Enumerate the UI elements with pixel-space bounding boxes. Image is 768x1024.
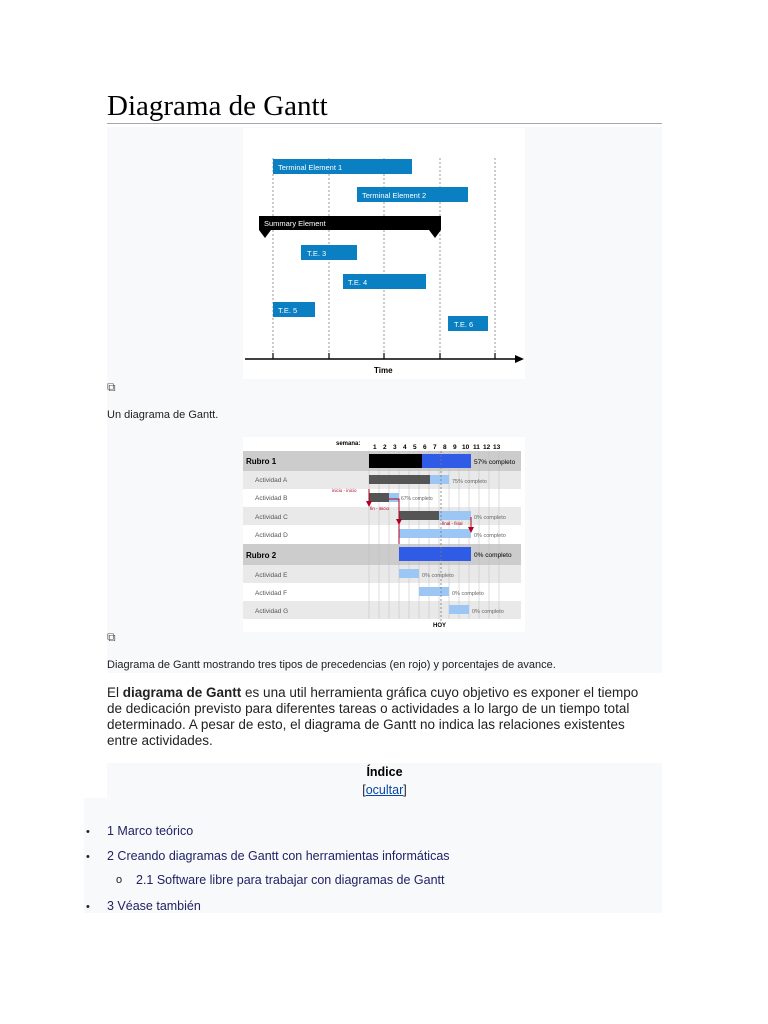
svg-text:13: 13 [493, 444, 501, 451]
row-label-actividad-b: Actividad B [255, 495, 288, 502]
gantt-figure-2[interactable] [243, 437, 525, 632]
bar-label-te2: Terminal Element 2 [362, 191, 427, 200]
toc-title: Índice [366, 765, 403, 779]
svg-text:0% completo: 0% completo [474, 533, 506, 539]
enlarge-icon[interactable]: ⧉ [107, 630, 116, 644]
toc-item-marco-teorico[interactable]: 1 Marco teórico [107, 824, 194, 838]
gantt-figure-1[interactable] [243, 128, 525, 379]
row-label-rubro-2: Rubro 2 [246, 551, 277, 560]
row-label-actividad-c: Actividad C [255, 514, 288, 521]
row-label-rubro-1: Rubro 1 [246, 457, 277, 466]
enlarge-icon[interactable]: ⧉ [107, 380, 116, 394]
toc-sub-bullet: o [116, 874, 123, 886]
bar-label-te5: T.E. 5 [278, 306, 298, 315]
svg-text:4: 4 [403, 444, 407, 451]
svg-text:8: 8 [443, 444, 447, 451]
svg-text:12: 12 [483, 444, 491, 451]
svg-text:57% completo: 57% completo [474, 459, 516, 466]
table-of-contents [107, 763, 662, 913]
axis-label-time: Time [374, 366, 393, 375]
bar-label-te6: T.E. 6 [454, 320, 474, 329]
row-label-actividad-g: Actividad G [255, 608, 289, 615]
svg-text:10: 10 [462, 444, 470, 451]
row-label-actividad-e: Actividad E [255, 572, 288, 579]
toc-item-creando-diagramas[interactable]: 2 Creando diagramas de Gantt con herramientas informáticas [107, 849, 450, 863]
gantt-chart-1 [243, 128, 525, 379]
svg-text:6: 6 [423, 444, 427, 451]
page-title: Diagrama de Gantt [107, 90, 328, 122]
today-label: HOY [433, 623, 447, 629]
svg-text:7: 7 [433, 444, 437, 451]
bar-label-te1: Terminal Element 1 [278, 163, 343, 172]
week-numbers [373, 444, 501, 451]
week-label: semana: [336, 441, 361, 447]
svg-text:5: 5 [413, 444, 417, 451]
toc-item-vease-tambien[interactable]: 3 Véase también [107, 899, 201, 913]
svg-text:67% completo: 67% completo [401, 496, 433, 502]
bar-label-te4: T.E. 4 [348, 278, 368, 287]
toc-item-software-libre[interactable]: 2.1 Software libre para trabajar con diagramas de Gantt [136, 873, 445, 887]
precedence-finish-finish: final - final [442, 521, 463, 526]
bar-label-summary: Summary Element [264, 219, 326, 228]
intro-paragraph: El diagrama de Gantt es una util herramienta gráfica cuyo objetivo es exponer el tiempo de dedicación previsto para diferentes tareas o actividades a lo largo de un tiempo total determinado. A pesar de esto, el diagrama de Gantt no indica las relaciones existentes entre actividades. [107, 685, 639, 748]
svg-text:0% completo: 0% completo [452, 591, 484, 597]
toc-bullet: • [86, 826, 90, 838]
precedence-finish-start: fin - inicio [370, 506, 390, 511]
svg-text:0% completo: 0% completo [474, 552, 512, 559]
row-label-actividad-a: Actividad A [255, 477, 288, 484]
row-label-actividad-f: Actividad F [255, 590, 288, 597]
gantt-chart-2 [243, 437, 525, 632]
svg-text:1: 1 [373, 444, 377, 451]
svg-text:0% completo: 0% completo [472, 609, 504, 615]
toc-toggle: [ocultar] [362, 783, 407, 797]
title-divider [107, 123, 662, 124]
toc-bullet: • [86, 851, 90, 863]
figure-2-caption: Diagrama de Gantt mostrando tres tipos de precedencias (en rojo) y porcentajes de avance. [107, 659, 556, 671]
svg-text:0% completo: 0% completo [422, 573, 454, 579]
row-label-actividad-d: Actividad D [255, 532, 288, 539]
svg-text:0% completo: 0% completo [474, 515, 506, 521]
svg-text:2: 2 [383, 444, 387, 451]
figure-1-caption: Un diagrama de Gantt. [107, 409, 219, 421]
toc-bullet: • [86, 901, 90, 913]
precedence-start-start: inicio - inicio [332, 488, 357, 493]
svg-text:3: 3 [393, 444, 397, 451]
svg-text:75% completo: 75% completo [452, 479, 487, 485]
toc-hide-link[interactable]: ocultar [365, 783, 404, 797]
bar-label-te3: T.E. 3 [307, 249, 327, 258]
term-bold: diagrama de Gantt [122, 685, 242, 700]
svg-text:9: 9 [453, 444, 457, 451]
svg-text:11: 11 [473, 444, 480, 451]
